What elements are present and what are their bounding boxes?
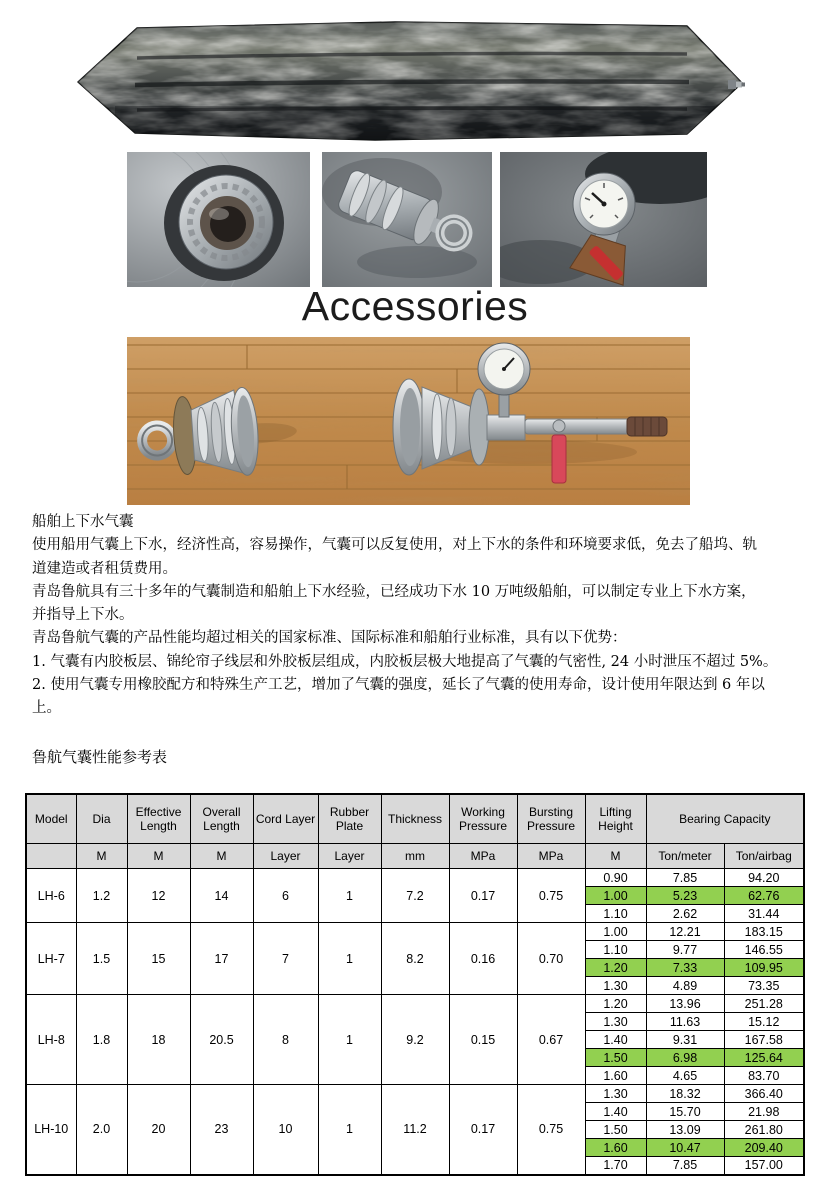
units-row [26, 844, 804, 869]
cell-overall-length: 23 [190, 1085, 253, 1175]
cell-effective-length: 20 [127, 1085, 190, 1175]
cell-thickness: 7.2 [381, 869, 449, 923]
unit-header: M [76, 844, 127, 869]
unit-header: M [127, 844, 190, 869]
pressure-gauge [478, 343, 530, 395]
cell-rubber-plate: 1 [318, 923, 381, 995]
cell-ton-per-airbag: 261.80 [724, 1121, 804, 1139]
cell-cord-layer: 8 [253, 995, 318, 1085]
table-row [26, 923, 804, 941]
intro-line: 使用船用气囊上下水，经济性高，容易操作，气囊可以反复使用，对上下水的条件和环境要求低，免去了船坞、轨 [32, 537, 757, 554]
table-title: 鲁航气囊性能参考表 [32, 748, 168, 766]
cell-ton-per-meter: 13.96 [646, 995, 724, 1013]
intro-line: 2. 使用气囊专用橡胶配方和特殊生产工艺，增加了气囊的强度，延长了气囊的使用寿命，设计使用年限达到 6 年以 [32, 677, 765, 694]
column-header: Dia [76, 794, 127, 844]
cell-lifting-height: 1.10 [585, 941, 646, 959]
marine-airbag-photo [75, 8, 745, 148]
cell-cord-layer: 6 [253, 869, 318, 923]
unit-header [26, 844, 76, 869]
cell-lifting-height: 1.40 [585, 1103, 646, 1121]
accessories-heading: Accessories [301, 283, 529, 329]
cell-rubber-plate: 1 [318, 869, 381, 923]
cell-ton-per-meter: 12.21 [646, 923, 724, 941]
table-row [26, 995, 804, 1013]
cell-cord-layer: 7 [253, 923, 318, 995]
column-header: Rubber Plate [318, 794, 381, 844]
cell-ton-per-meter: 9.77 [646, 941, 724, 959]
cell-lifting-height: 1.50 [585, 1121, 646, 1139]
cell-ton-per-airbag: 167.58 [724, 1031, 804, 1049]
cell-ton-per-meter: 5.23 [646, 887, 724, 905]
column-header: Overall Length [190, 794, 253, 844]
cell-ton-per-airbag: 209.40 [724, 1139, 804, 1157]
intro-line: 青岛鲁航气囊的产品性能均超过相关的国家标准、国际标准和船舶行业标准，具有以下优势： [32, 630, 627, 647]
cell-ton-per-meter: 11.63 [646, 1013, 724, 1031]
intro-line: 上。 [32, 700, 61, 717]
cell-working-pressure: 0.15 [449, 995, 517, 1085]
airbag-end-fitting-photo [127, 152, 310, 287]
unit-header: Ton/airbag [724, 844, 804, 869]
cell-ton-per-meter: 6.98 [646, 1049, 724, 1067]
cell-ton-per-meter: 7.85 [646, 1157, 724, 1175]
cell-ton-per-airbag: 157.00 [724, 1157, 804, 1175]
cell-ton-per-airbag: 21.98 [724, 1103, 804, 1121]
cell-ton-per-meter: 9.31 [646, 1031, 724, 1049]
cell-thickness: 9.2 [381, 995, 449, 1085]
cell-lifting-height: 1.00 [585, 887, 646, 905]
cell-ton-per-meter: 15.70 [646, 1103, 724, 1121]
column-header: Model [26, 794, 76, 844]
cell-bursting-pressure: 0.75 [517, 869, 585, 923]
unit-header: Ton/meter [646, 844, 724, 869]
cell-rubber-plate: 1 [318, 1085, 381, 1175]
column-header: Cord Layer [253, 794, 318, 844]
cell-rubber-plate: 1 [318, 995, 381, 1085]
cell-bursting-pressure: 0.75 [517, 1085, 585, 1175]
cell-lifting-height: 1.30 [585, 1085, 646, 1103]
cell-ton-per-meter: 7.33 [646, 959, 724, 977]
intro-text [32, 511, 812, 721]
cell-thickness: 11.2 [381, 1085, 449, 1175]
cell-ton-per-airbag: 83.70 [724, 1067, 804, 1085]
cell-ton-per-meter: 4.89 [646, 977, 724, 995]
table-row [26, 869, 804, 887]
cell-working-pressure: 0.17 [449, 1085, 517, 1175]
cell-ton-per-airbag: 366.40 [724, 1085, 804, 1103]
cell-lifting-height: 1.30 [585, 1013, 646, 1031]
cell-dia: 1.5 [76, 923, 127, 995]
cell-bursting-pressure: 0.70 [517, 923, 585, 995]
cell-ton-per-airbag: 109.95 [724, 959, 804, 977]
cell-lifting-height: 1.40 [585, 1031, 646, 1049]
cell-bursting-pressure: 0.67 [517, 995, 585, 1085]
header-row [26, 794, 804, 844]
cell-lifting-height: 1.20 [585, 959, 646, 977]
column-header-bearing-capacity: Bearing Capacity [646, 794, 804, 844]
intro-line: 并指导上下水。 [32, 607, 134, 624]
intro-line: 道建造或者租赁费用。 [32, 560, 177, 577]
cell-working-pressure: 0.17 [449, 869, 517, 923]
pressure-gauge [573, 173, 635, 235]
column-header: Effective Length [127, 794, 190, 844]
cell-lifting-height: 1.20 [585, 995, 646, 1013]
cell-effective-length: 15 [127, 923, 190, 995]
cell-ton-per-airbag: 73.35 [724, 977, 804, 995]
cell-overall-length: 20.5 [190, 995, 253, 1085]
cell-dia: 1.8 [76, 995, 127, 1085]
cell-lifting-height: 1.30 [585, 977, 646, 995]
cell-thickness: 8.2 [381, 923, 449, 995]
cell-ton-per-meter: 2.62 [646, 905, 724, 923]
cell-ton-per-airbag: 31.44 [724, 905, 804, 923]
unit-header: M [585, 844, 646, 869]
cell-model: LH-7 [26, 923, 76, 995]
cell-ton-per-airbag: 94.20 [724, 869, 804, 887]
cell-lifting-height: 0.90 [585, 869, 646, 887]
cell-working-pressure: 0.16 [449, 923, 517, 995]
cell-lifting-height: 1.00 [585, 923, 646, 941]
intro-line: 1. 气囊有内胶板层、锦纶帘子线层和外胶板层组成，内胶板层极大地提高了气囊的气密性, 24 小时泄压不超过 5%。 [32, 653, 778, 670]
cell-effective-length: 18 [127, 995, 190, 1085]
cell-model: LH-10 [26, 1085, 76, 1175]
cell-lifting-height: 1.50 [585, 1049, 646, 1067]
pressure-gauge-installed-photo [500, 152, 707, 287]
cell-lifting-height: 1.60 [585, 1067, 646, 1085]
spec-table [25, 793, 805, 1176]
cell-dia: 2.0 [76, 1085, 127, 1175]
cell-lifting-height: 1.10 [585, 905, 646, 923]
column-header: Bursting Pressure [517, 794, 585, 844]
unit-header: Layer [318, 844, 381, 869]
unit-header: MPa [517, 844, 585, 869]
cell-lifting-height: 1.60 [585, 1139, 646, 1157]
cell-model: LH-6 [26, 869, 76, 923]
cell-ton-per-airbag: 183.15 [724, 923, 804, 941]
intro-line: 青岛鲁航具有三十多年的气囊制造和船舶上下水经验，已经成功下水 10 万吨级船舶，可以制定专业上下水方案， [32, 583, 756, 600]
unit-header: M [190, 844, 253, 869]
column-header: Lifting Height [585, 794, 646, 844]
cell-ton-per-airbag: 125.64 [724, 1049, 804, 1067]
cell-overall-length: 17 [190, 923, 253, 995]
unit-header: Layer [253, 844, 318, 869]
valve-handle-tag [552, 435, 566, 483]
table-row [26, 1085, 804, 1103]
cell-ton-per-airbag: 62.76 [724, 887, 804, 905]
cell-ton-per-meter: 7.85 [646, 869, 724, 887]
airbag-valve-eyebolt-photo [322, 152, 492, 287]
cell-effective-length: 12 [127, 869, 190, 923]
unit-header: mm [381, 844, 449, 869]
column-header: Thickness [381, 794, 449, 844]
accessories-photo [127, 337, 690, 505]
cell-ton-per-airbag: 251.28 [724, 995, 804, 1013]
cell-ton-per-meter: 4.65 [646, 1067, 724, 1085]
column-header: Working Pressure [449, 794, 517, 844]
cell-model: LH-8 [26, 995, 76, 1085]
cell-cord-layer: 10 [253, 1085, 318, 1175]
cell-ton-per-meter: 13.09 [646, 1121, 724, 1139]
cell-ton-per-airbag: 146.55 [724, 941, 804, 959]
cell-lifting-height: 1.70 [585, 1157, 646, 1175]
cell-overall-length: 14 [190, 869, 253, 923]
cell-ton-per-meter: 18.32 [646, 1085, 724, 1103]
unit-header: MPa [449, 844, 517, 869]
cell-ton-per-meter: 10.47 [646, 1139, 724, 1157]
intro-line: 船舶上下水气囊 [32, 514, 134, 530]
cell-ton-per-airbag: 15.12 [724, 1013, 804, 1031]
cell-dia: 1.2 [76, 869, 127, 923]
